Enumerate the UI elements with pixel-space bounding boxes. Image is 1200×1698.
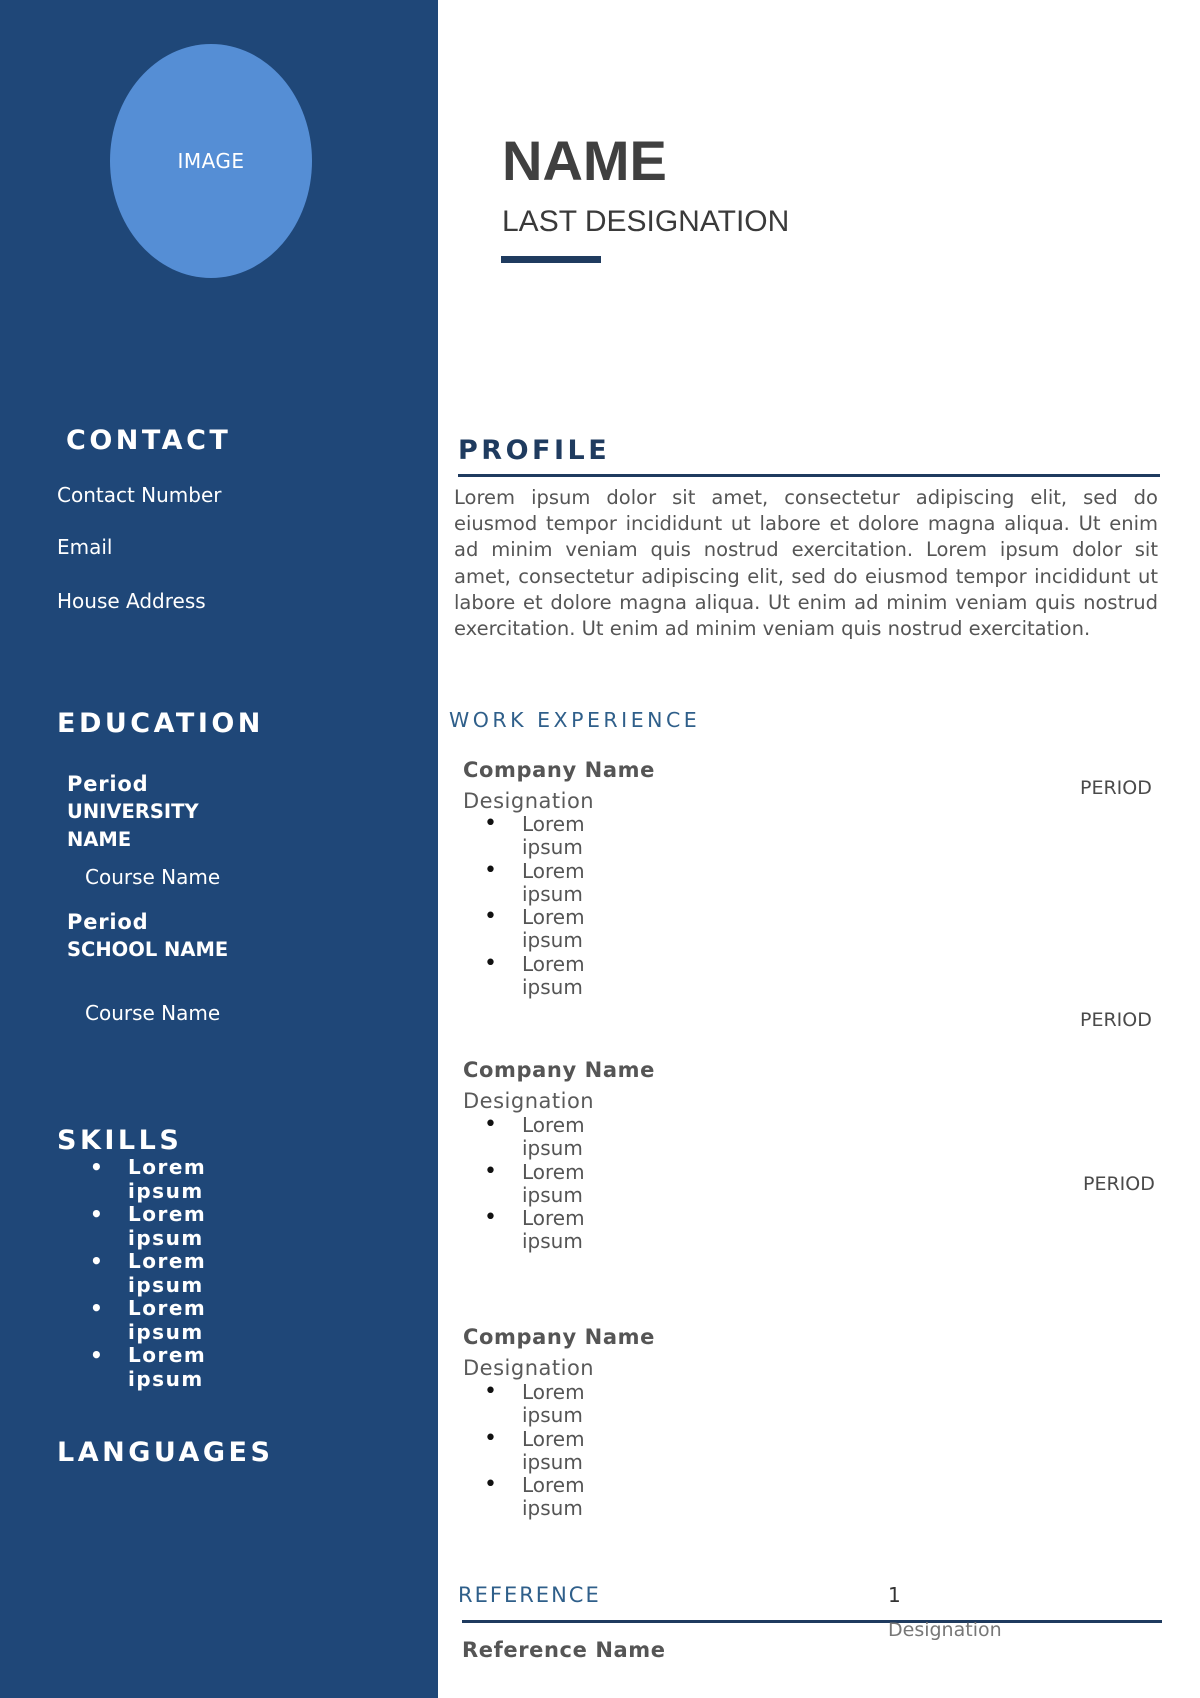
reference-divider: [462, 1620, 1162, 1623]
contact-number: Contact Number: [57, 483, 222, 507]
photo-label: IMAGE: [177, 149, 245, 173]
job-designation: Designation: [463, 1356, 595, 1380]
title-underline: [501, 256, 601, 263]
contact-email: Email: [57, 535, 113, 559]
job-bullet: • Lorem ipsum: [484, 1207, 612, 1254]
contact-address: House Address: [57, 589, 206, 613]
reference-designation: Designation: [888, 1619, 1002, 1641]
skills-list: [90, 1156, 290, 1391]
profile-photo-placeholder: [110, 44, 312, 278]
job-bullets: [484, 813, 612, 999]
job-company: Company Name: [463, 1325, 655, 1349]
job-bullets: [484, 1114, 612, 1254]
job-period: PERIOD: [1080, 1009, 1152, 1031]
job-designation: Designation: [463, 1089, 595, 1113]
job-designation: Designation: [463, 789, 595, 813]
job-company: Company Name: [463, 1058, 655, 1082]
job-company: Company Name: [463, 758, 655, 782]
reference-name: Reference Name: [462, 1638, 666, 1662]
reference-heading: REFERENCE: [458, 1583, 601, 1607]
candidate-designation: LAST DESIGNATION: [502, 205, 790, 238]
education-course: Course Name: [85, 1001, 221, 1025]
education-institution: UNIVERSITY NAME: [67, 800, 199, 851]
education-heading: EDUCATION: [57, 708, 264, 739]
job-bullet: • Lorem ipsum: [484, 860, 612, 907]
candidate-name: NAME: [502, 129, 667, 192]
languages-heading: LANGUAGES: [57, 1437, 274, 1468]
job-bullet: • Lorem ipsum: [484, 813, 612, 860]
job-bullet: • Lorem ipsum: [484, 906, 612, 953]
job-period: PERIOD: [1080, 777, 1152, 799]
skill-item: • Lorem ipsum: [90, 1297, 208, 1344]
main-content: [438, 0, 1200, 1698]
profile-heading: PROFILE: [458, 435, 611, 466]
job-bullet: • Lorem ipsum: [484, 1474, 612, 1521]
job-bullet: • Lorem ipsum: [484, 1114, 612, 1161]
education-period: Period: [67, 772, 149, 796]
contact-heading: CONTACT: [66, 425, 232, 456]
education-institution: SCHOOL NAME: [67, 938, 229, 961]
job-bullet: • Lorem ipsum: [484, 1161, 612, 1208]
education-course: Course Name: [85, 865, 221, 889]
reference-number: 1: [888, 1583, 901, 1607]
job-bullet: • Lorem ipsum: [484, 953, 612, 1000]
profile-divider: [458, 474, 1160, 477]
skills-heading: SKILLS: [57, 1125, 183, 1156]
skill-item: • Lorem ipsum: [90, 1250, 208, 1297]
sidebar: [0, 0, 438, 1698]
skill-item: • Lorem ipsum: [90, 1344, 208, 1391]
skill-item: • Lorem ipsum: [90, 1203, 208, 1250]
job-bullets: [484, 1381, 612, 1521]
education-period: Period: [67, 910, 149, 934]
job-bullet: • Lorem ipsum: [484, 1381, 612, 1428]
job-bullet: • Lorem ipsum: [484, 1428, 612, 1475]
profile-text: Lorem ipsum dolor sit amet, consectetur adipiscing elit, sed do eiusmod tempor incididunt ut labore et dolore magna aliqua. Ut enim ad minim veniam quis nostrud exercitation. Lorem ipsum dolor sit amet, consectetur adipiscing elit, sed do eiusmod tempor incididunt ut labore et dolore magna aliqua. Ut enim ad minim veniam quis nostrud exercitation. Ut enim ad minim veniam quis nostrud exercitation.: [454, 486, 1158, 641]
work-experience-heading: WORK EXPERIENCE: [449, 708, 701, 732]
skill-item: • Lorem ipsum: [90, 1156, 208, 1203]
job-period: PERIOD: [1083, 1173, 1155, 1195]
